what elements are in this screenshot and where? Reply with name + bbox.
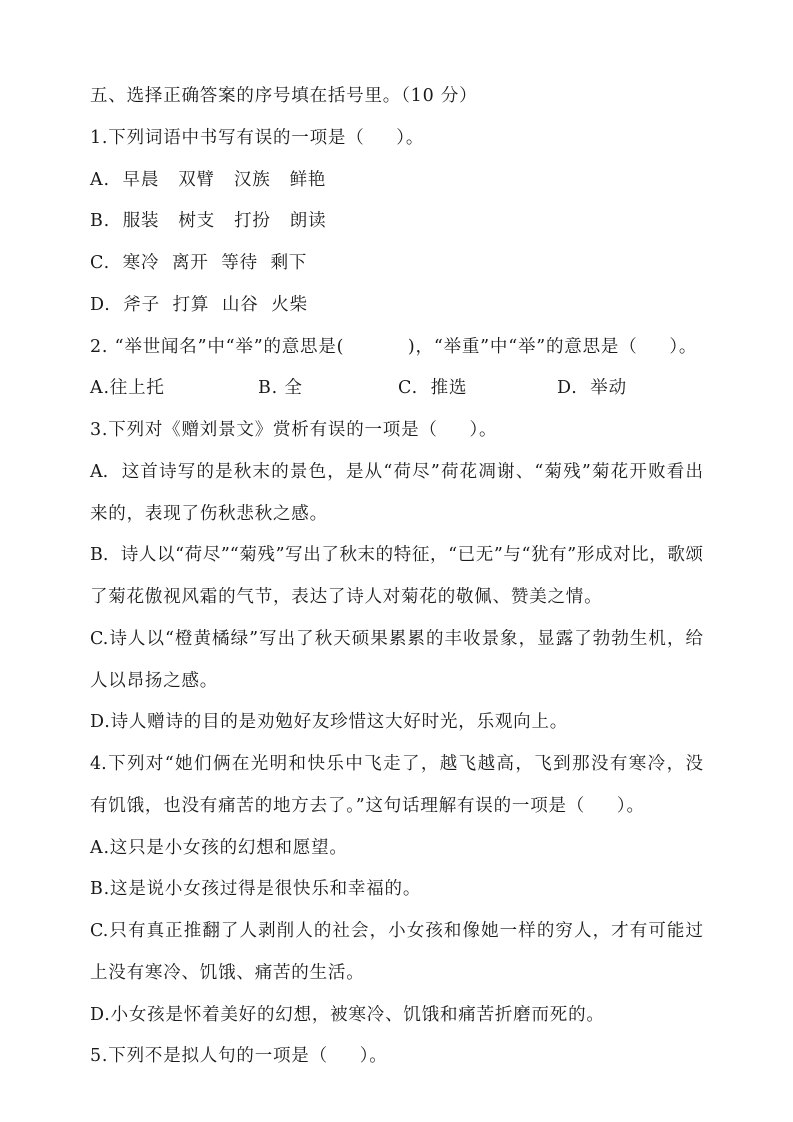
option-line: 了菊花傲视风霜的气节，表达了诗人对菊花的敬佩、赞美之情。 <box>90 587 603 607</box>
question-3 <box>90 410 703 744</box>
option-line: C.诗人以“橙黄橘绿”写出了秋天硕果累累的丰收景象，显露了勃勃生机，给 <box>90 628 703 649</box>
question-1-option-d: D. 斧子 打算 山谷 火柴 <box>90 294 308 315</box>
question-4-option-c <box>90 911 703 995</box>
question-1 <box>90 118 703 327</box>
option-line: C.只有真正推翻了人剥削人的社会，小女孩和像她一样的穷人，才有可能过 <box>90 921 703 941</box>
exam-section <box>90 76 703 1078</box>
question-2-option-c: C. 推选 <box>398 378 468 399</box>
question-2-option-b: B. 全 <box>258 378 303 399</box>
option-line: 人以昂扬之感。 <box>90 670 219 691</box>
question-1-option-a: A. 早晨 双臂 汉族 鲜艳 <box>90 169 327 190</box>
question-3-option-c <box>90 619 703 703</box>
question-1-stem: 1.下列词语中书写有误的一项是（ ）。 <box>90 127 425 148</box>
option-line: 上没有寒冷、饥饿、痛苦的生活。 <box>90 962 365 983</box>
stem-line: 有饥饿，也没有痛苦的地方去了。”这句话理解有误的一项是（ ）。 <box>90 795 645 816</box>
question-4-option-d: D.小女孩是怀着美好的幻想，被寒冷、饥饿和痛苦折磨而死的。 <box>90 1004 605 1025</box>
question-3-option-d: D.诗人赠诗的目的是劝勉好友珍惜这大好时光，乐观向上。 <box>90 712 569 733</box>
question-5-stem: 5.下列不是拟人句的一项是（ ）。 <box>90 1046 388 1067</box>
section-title: 五、选择正确答案的序号填在括号里。（10 分） <box>90 86 478 106</box>
question-2-option-d: D. 举动 <box>557 378 627 399</box>
question-4-stem <box>90 744 703 828</box>
option-line: A. 这首诗写的是秋末的景色，是从“荷尽”荷花凋谢、“菊残”菊花开败看出 <box>90 461 703 482</box>
question-2 <box>90 327 703 411</box>
question-2-stem: 2. “举世闻名”中“举”的意思是( )，“举重”中“举”的意思是（ ）。 <box>90 336 698 357</box>
question-2-options <box>90 368 703 410</box>
stem-line: 4.下列对“她们俩在光明和快乐中飞走了，越飞越高，飞到那没有寒冷，没 <box>90 754 703 774</box>
question-4-option-a: A.这只是小女孩的幻想和愿望。 <box>90 837 348 858</box>
question-4 <box>90 744 703 1036</box>
question-3-stem: 3.下列对《赠刘景文》赏析有误的一项是（ ）。 <box>90 420 498 440</box>
question-5 <box>90 1036 703 1078</box>
question-3-option-b <box>90 535 703 619</box>
question-4-option-b: B.这是说小女孩过得是很快乐和幸福的。 <box>90 879 422 900</box>
option-line: B. 诗人以“荷尽”“菊残”写出了秋末的特征，“已无”与“犹有”形成对比，歌颂 <box>90 545 703 566</box>
option-line: 来的，表现了伤秋悲秋之感。 <box>90 503 328 524</box>
question-2-option-a: A.往上托 <box>90 378 165 399</box>
question-3-option-a <box>90 452 703 536</box>
question-1-option-b: B. 服装 树支 打扮 朗读 <box>90 211 327 232</box>
question-1-option-c: C. 寒冷 离开 等待 剩下 <box>90 253 308 273</box>
